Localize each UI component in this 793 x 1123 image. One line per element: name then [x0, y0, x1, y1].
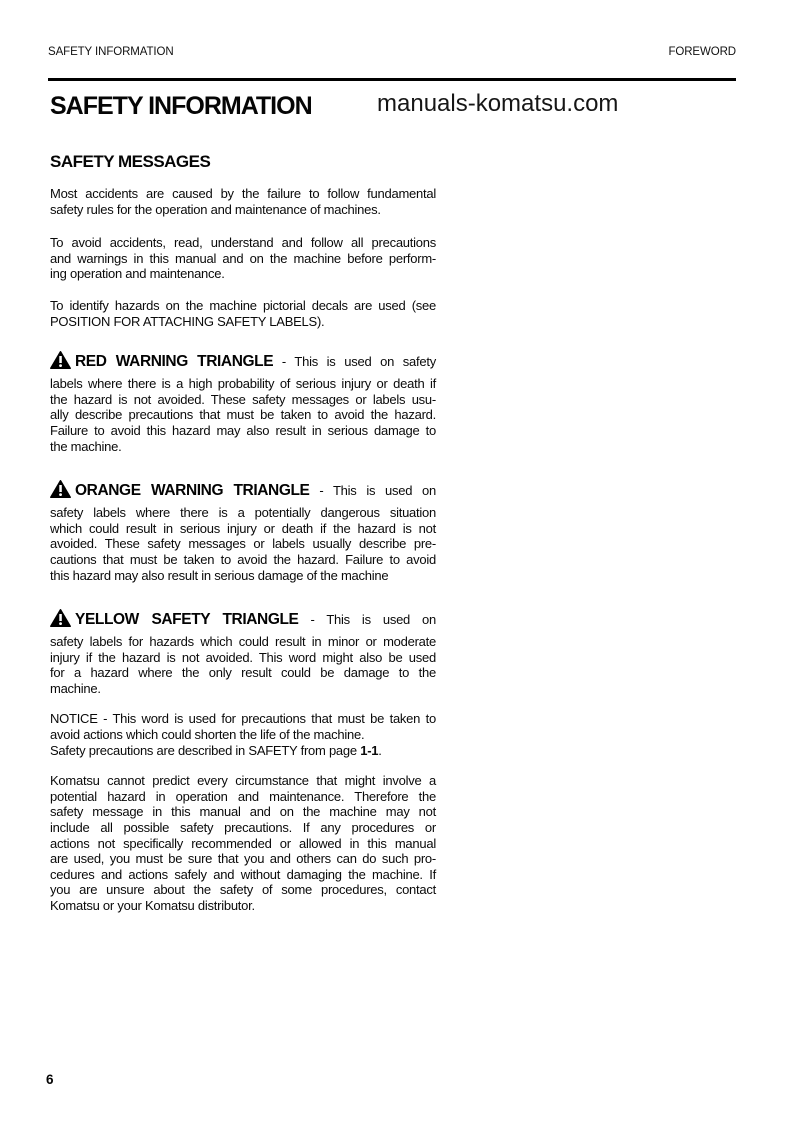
intro-paragraph-3: To identify hazards on the machine pictorial decals are used (see POSITION FOR ATTACHING SAFETY LABELS).	[50, 297, 436, 329]
warning-heading: YELLOW SAFETY TRIANGLE	[75, 611, 299, 629]
safety-reference-period: .	[378, 742, 382, 758]
warning-heading: RED WARNING TRIANGLE	[75, 353, 274, 371]
safety-reference	[50, 743, 436, 759]
komatsu-paragraph: Komatsu cannot predict every circumstance that might involve a potential hazard in operation and maintenance. Therefore the safety message in this manual and on the machine may not include all possible safety precautions. If any procedures or actions not specifically recommended or allowed in this manual are used, you must be sure that you and others can do such pro- cedures and actions safely and without damaging the machine. If you are unsure about the safety of some procedures, contact Komatsu or your Komatsu distributor.	[50, 773, 436, 913]
warning-section-red	[50, 351, 436, 454]
header-rule	[48, 78, 736, 81]
warning-heading-tail: - This is used on	[319, 483, 437, 499]
watermark-text: manuals-komatsu.com	[377, 90, 619, 117]
page-ref: 1-1	[360, 742, 379, 758]
warning-heading-tail: - This is used on	[310, 612, 436, 628]
warning-body: labels where there is a high probability of serious injury or death if the hazard is not avoided. These safety messages or labels usu- ally describe precautions that must be taken to avoid the hazard. Failure to avoid this hazard may also result in serious damage to the machine.	[50, 376, 436, 454]
warning-heading-line	[50, 351, 436, 374]
intro-paragraph-2: To avoid accidents, read, understand and follow all precautions and warnings in this manual and on the machine before perform- ing operation and maintenance.	[50, 235, 436, 282]
section-heading: SAFETY MESSAGES	[50, 152, 211, 171]
warning-heading-line	[50, 480, 436, 503]
warning-heading-tail: - This is used on safety	[281, 354, 436, 370]
warning-body: safety labels for hazards which could result in minor or moderate injury if the hazard is not avoided. This word might also be used for a hazard where the only result could be damage to the machine.	[50, 634, 436, 696]
page-title: SAFETY INFORMATION	[50, 92, 312, 120]
warning-triangle-icon	[50, 480, 71, 503]
warning-section-orange	[50, 480, 436, 583]
notice-paragraph: NOTICE - This word is used for precautions that must be taken to avoid actions which could shorten the life of the machine.	[50, 711, 436, 743]
intro-paragraph-1: Most accidents are caused by the failure to follow fundamental safety rules for the operation and maintenance of machines.	[50, 186, 436, 217]
warning-body: safety labels where there is a potentially dangerous situation which could result in serious injury or death if the hazard is not avoided. These safety messages or labels usually describe pre- cautions that must be taken to avoid the hazard. Failure to avoid this hazard may also result in serious damage of the machine	[50, 505, 436, 583]
running-header-right: FOREWORD	[668, 46, 736, 58]
warning-triangle-icon	[50, 351, 71, 374]
warning-triangle-icon	[50, 609, 71, 632]
running-header	[48, 46, 736, 58]
warning-heading-line	[50, 609, 436, 632]
page-number: 6	[46, 1072, 54, 1087]
warning-heading: ORANGE WARNING TRIANGLE	[75, 482, 310, 500]
running-header-left: SAFETY INFORMATION	[48, 46, 174, 58]
body-column	[50, 186, 436, 914]
safety-reference-text: Safety precautions are described in SAFETY from page	[50, 742, 357, 758]
warning-section-yellow	[50, 609, 436, 696]
